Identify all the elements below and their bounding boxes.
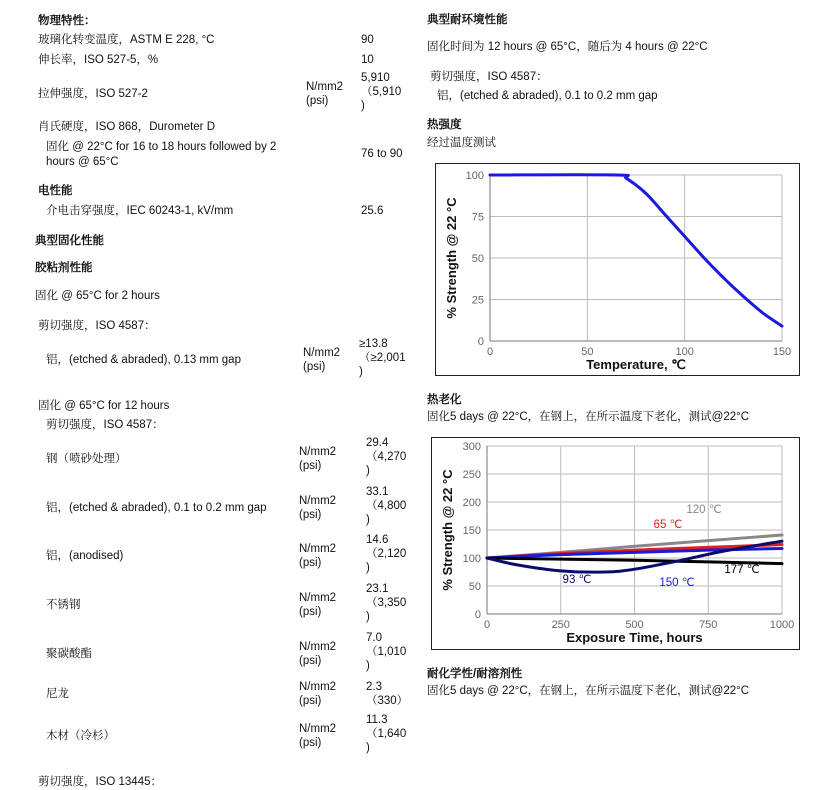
row-value-psi: （1,640	[366, 728, 407, 740]
cure-2h: 固化 @ 65°C for 2 hours	[35, 290, 160, 302]
row-value-psi: （2,120	[366, 548, 407, 560]
row-unit-psi: (psi)	[299, 737, 322, 749]
y-tick-label: 300	[462, 441, 481, 453]
row-value-psi: （4,800	[366, 500, 407, 512]
breakdown-value: 25.6	[361, 205, 384, 217]
chemical-sub: 固化5 days @ 22°C，在钢上，在所示温度下老化，测试@22°C	[427, 685, 750, 697]
tensile-value-close: )	[361, 100, 365, 112]
env-aluminium: 铝，(etched & abraded), 0.1 to 0.2 mm gap	[437, 90, 658, 102]
physical-heading: 物理特性：	[38, 15, 96, 27]
row-unit-psi: (psi)	[299, 655, 322, 667]
heat-strength-sub: 经过温度测试	[427, 137, 496, 149]
heat-strength-chart	[435, 163, 800, 376]
row-value-close: )	[366, 514, 370, 526]
row-label: 铝，(etched & abraded), 0.1 to 0.2 mm gap	[46, 502, 267, 514]
tensile-value-psi: （5,910	[361, 86, 402, 98]
al1-unit: N/mm2	[303, 347, 341, 359]
shear-heading-2: 剪切强度，ISO 4587：	[46, 419, 164, 431]
al1-unit-psi: (psi)	[303, 361, 326, 373]
y-tick-label: 0	[477, 336, 484, 348]
row-value: 29.4	[366, 437, 389, 449]
row-value-psi: （4,270	[366, 451, 407, 463]
row-value-close: )	[366, 742, 370, 754]
breakdown-label: 介电击穿强度，IEC 60243-1, kV/mm	[46, 205, 234, 217]
x-tick-label: 750	[699, 619, 718, 631]
heat-aging-heading: 热老化	[427, 394, 462, 406]
elongation-value: 10	[361, 54, 374, 66]
chemical-heading: 耐化学性/耐溶剂性	[427, 668, 523, 680]
tg-label: 玻璃化转变温度，ASTM E 228, °C	[38, 34, 215, 46]
shear-heading-3: 剪切强度，ISO 13445：	[38, 776, 162, 788]
adhesive-heading: 胶粘剂性能	[35, 262, 93, 274]
y-axis-label: % Strength @ 22 °C	[444, 197, 459, 319]
x-axis-label: Exposure Time, hours	[566, 630, 703, 645]
x-tick-label: 500	[625, 619, 644, 631]
al1-label: 铝，(etched & abraded), 0.13 mm gap	[46, 354, 241, 366]
y-tick-label: 200	[462, 497, 481, 509]
row-label: 钢（喷砂处理）	[46, 453, 127, 465]
series-line	[490, 175, 782, 326]
row-value: 2.3	[366, 681, 382, 693]
y-axis-label: % Strength @ 22 °C	[440, 469, 455, 591]
row-value: 7.0	[366, 632, 382, 644]
row-value-close: )	[366, 465, 370, 477]
heat-aging-svg	[432, 438, 799, 649]
series-label: 93 ℃	[562, 574, 592, 586]
y-tick-label: 75	[471, 211, 484, 224]
x-tick-label: 100	[675, 346, 694, 358]
row-unit: N/mm2	[299, 592, 337, 604]
row-value-psi: （330）	[366, 695, 409, 707]
row-value: 11.3	[366, 714, 388, 726]
al1-value-close: )	[359, 366, 363, 378]
tensile-label: 拉伸强度，ISO 527-2	[38, 88, 148, 100]
y-tick-label: 150	[462, 525, 481, 537]
x-tick-label: 0	[486, 346, 494, 358]
row-label: 木材（冷杉）	[46, 730, 115, 742]
x-tick-label: 250	[551, 619, 570, 631]
series-label: 177 ℃	[724, 564, 760, 576]
row-unit: N/mm2	[299, 495, 337, 507]
tensile-unit: N/mm2	[306, 81, 344, 93]
row-unit: N/mm2	[299, 681, 337, 693]
heat-aging-sub: 固化5 days @ 22°C，在钢上，在所示温度下老化，测试@22°C	[427, 411, 750, 423]
row-unit: N/mm2	[299, 543, 337, 555]
series-label: 65 ℃	[653, 519, 683, 531]
row-value-psi: （3,350	[366, 597, 407, 609]
row-unit-psi: (psi)	[299, 509, 322, 521]
env-cure: 固化时间为 12 hours @ 65°C，随后为 4 hours @ 22°C	[427, 41, 708, 53]
x-tick-label: 0	[483, 619, 491, 631]
row-label: 铝，(anodised)	[46, 550, 124, 562]
x-tick-label: 150	[772, 346, 792, 358]
row-value: 14.6	[366, 534, 389, 546]
hardness-cure-line1: 固化 @ 22°C for 16 to 18 hours followed by 2	[46, 141, 277, 153]
series-label: 150 ℃	[659, 577, 695, 589]
row-unit: N/mm2	[299, 641, 337, 653]
row-label: 尼龙	[46, 688, 69, 700]
row-unit-psi: (psi)	[299, 557, 322, 569]
x-axis-label: Temperature, ℃	[586, 357, 686, 372]
row-unit: N/mm2	[299, 723, 337, 735]
row-value-close: )	[366, 660, 370, 672]
heat-strength-svg	[436, 164, 799, 375]
row-unit-psi: (psi)	[299, 460, 322, 472]
env-heading: 典型耐环境性能	[427, 14, 508, 26]
series-label: 120 ℃	[686, 504, 722, 516]
cure-heading: 典型固化性能	[35, 235, 104, 247]
row-value-close: )	[366, 562, 370, 574]
electrical-heading: 电性能	[38, 185, 73, 197]
row-label: 不锈钢	[46, 599, 81, 611]
al1-value-psi: （≥2,001	[359, 352, 406, 364]
y-tick-label: 100	[465, 170, 484, 182]
tensile-unit-psi: (psi)	[306, 95, 329, 107]
row-value-psi: （1,010	[366, 646, 407, 658]
row-label: 聚碳酸酯	[46, 648, 92, 660]
row-unit: N/mm2	[299, 446, 337, 458]
hardness-value: 76 to 90	[361, 148, 403, 160]
elongation-label: 伸长率，ISO 527-5，%	[38, 54, 159, 66]
row-value: 23.1	[366, 583, 389, 595]
y-tick-label: 0	[474, 609, 481, 621]
y-tick-label: 50	[468, 581, 481, 593]
y-tick-label: 25	[471, 294, 484, 307]
hardness-cure-line2: hours @ 65°C	[46, 156, 119, 168]
x-tick-label: 50	[581, 346, 594, 358]
tensile-value: 5,910	[361, 72, 390, 84]
al1-value: ≥13.8	[359, 338, 388, 350]
y-tick-label: 100	[462, 553, 481, 565]
hardness-label: 肖氏硬度，ISO 868，Durometer D	[38, 121, 216, 133]
tg-value: 90	[361, 34, 374, 46]
y-tick-label: 250	[462, 469, 481, 481]
row-unit-psi: (psi)	[299, 606, 322, 618]
x-tick-label: 1000	[769, 619, 795, 631]
cure-12h: 固化 @ 65°C for 12 hours	[38, 400, 170, 412]
shear-heading-1: 剪切强度，ISO 4587：	[38, 320, 156, 332]
row-value-close: )	[366, 611, 370, 623]
y-tick-label: 50	[471, 253, 484, 265]
heat-aging-chart	[431, 437, 800, 650]
row-value: 33.1	[366, 486, 389, 498]
env-shear: 剪切强度，ISO 4587：	[430, 71, 548, 83]
row-unit-psi: (psi)	[299, 695, 322, 707]
heat-strength-heading: 热强度	[427, 119, 462, 131]
